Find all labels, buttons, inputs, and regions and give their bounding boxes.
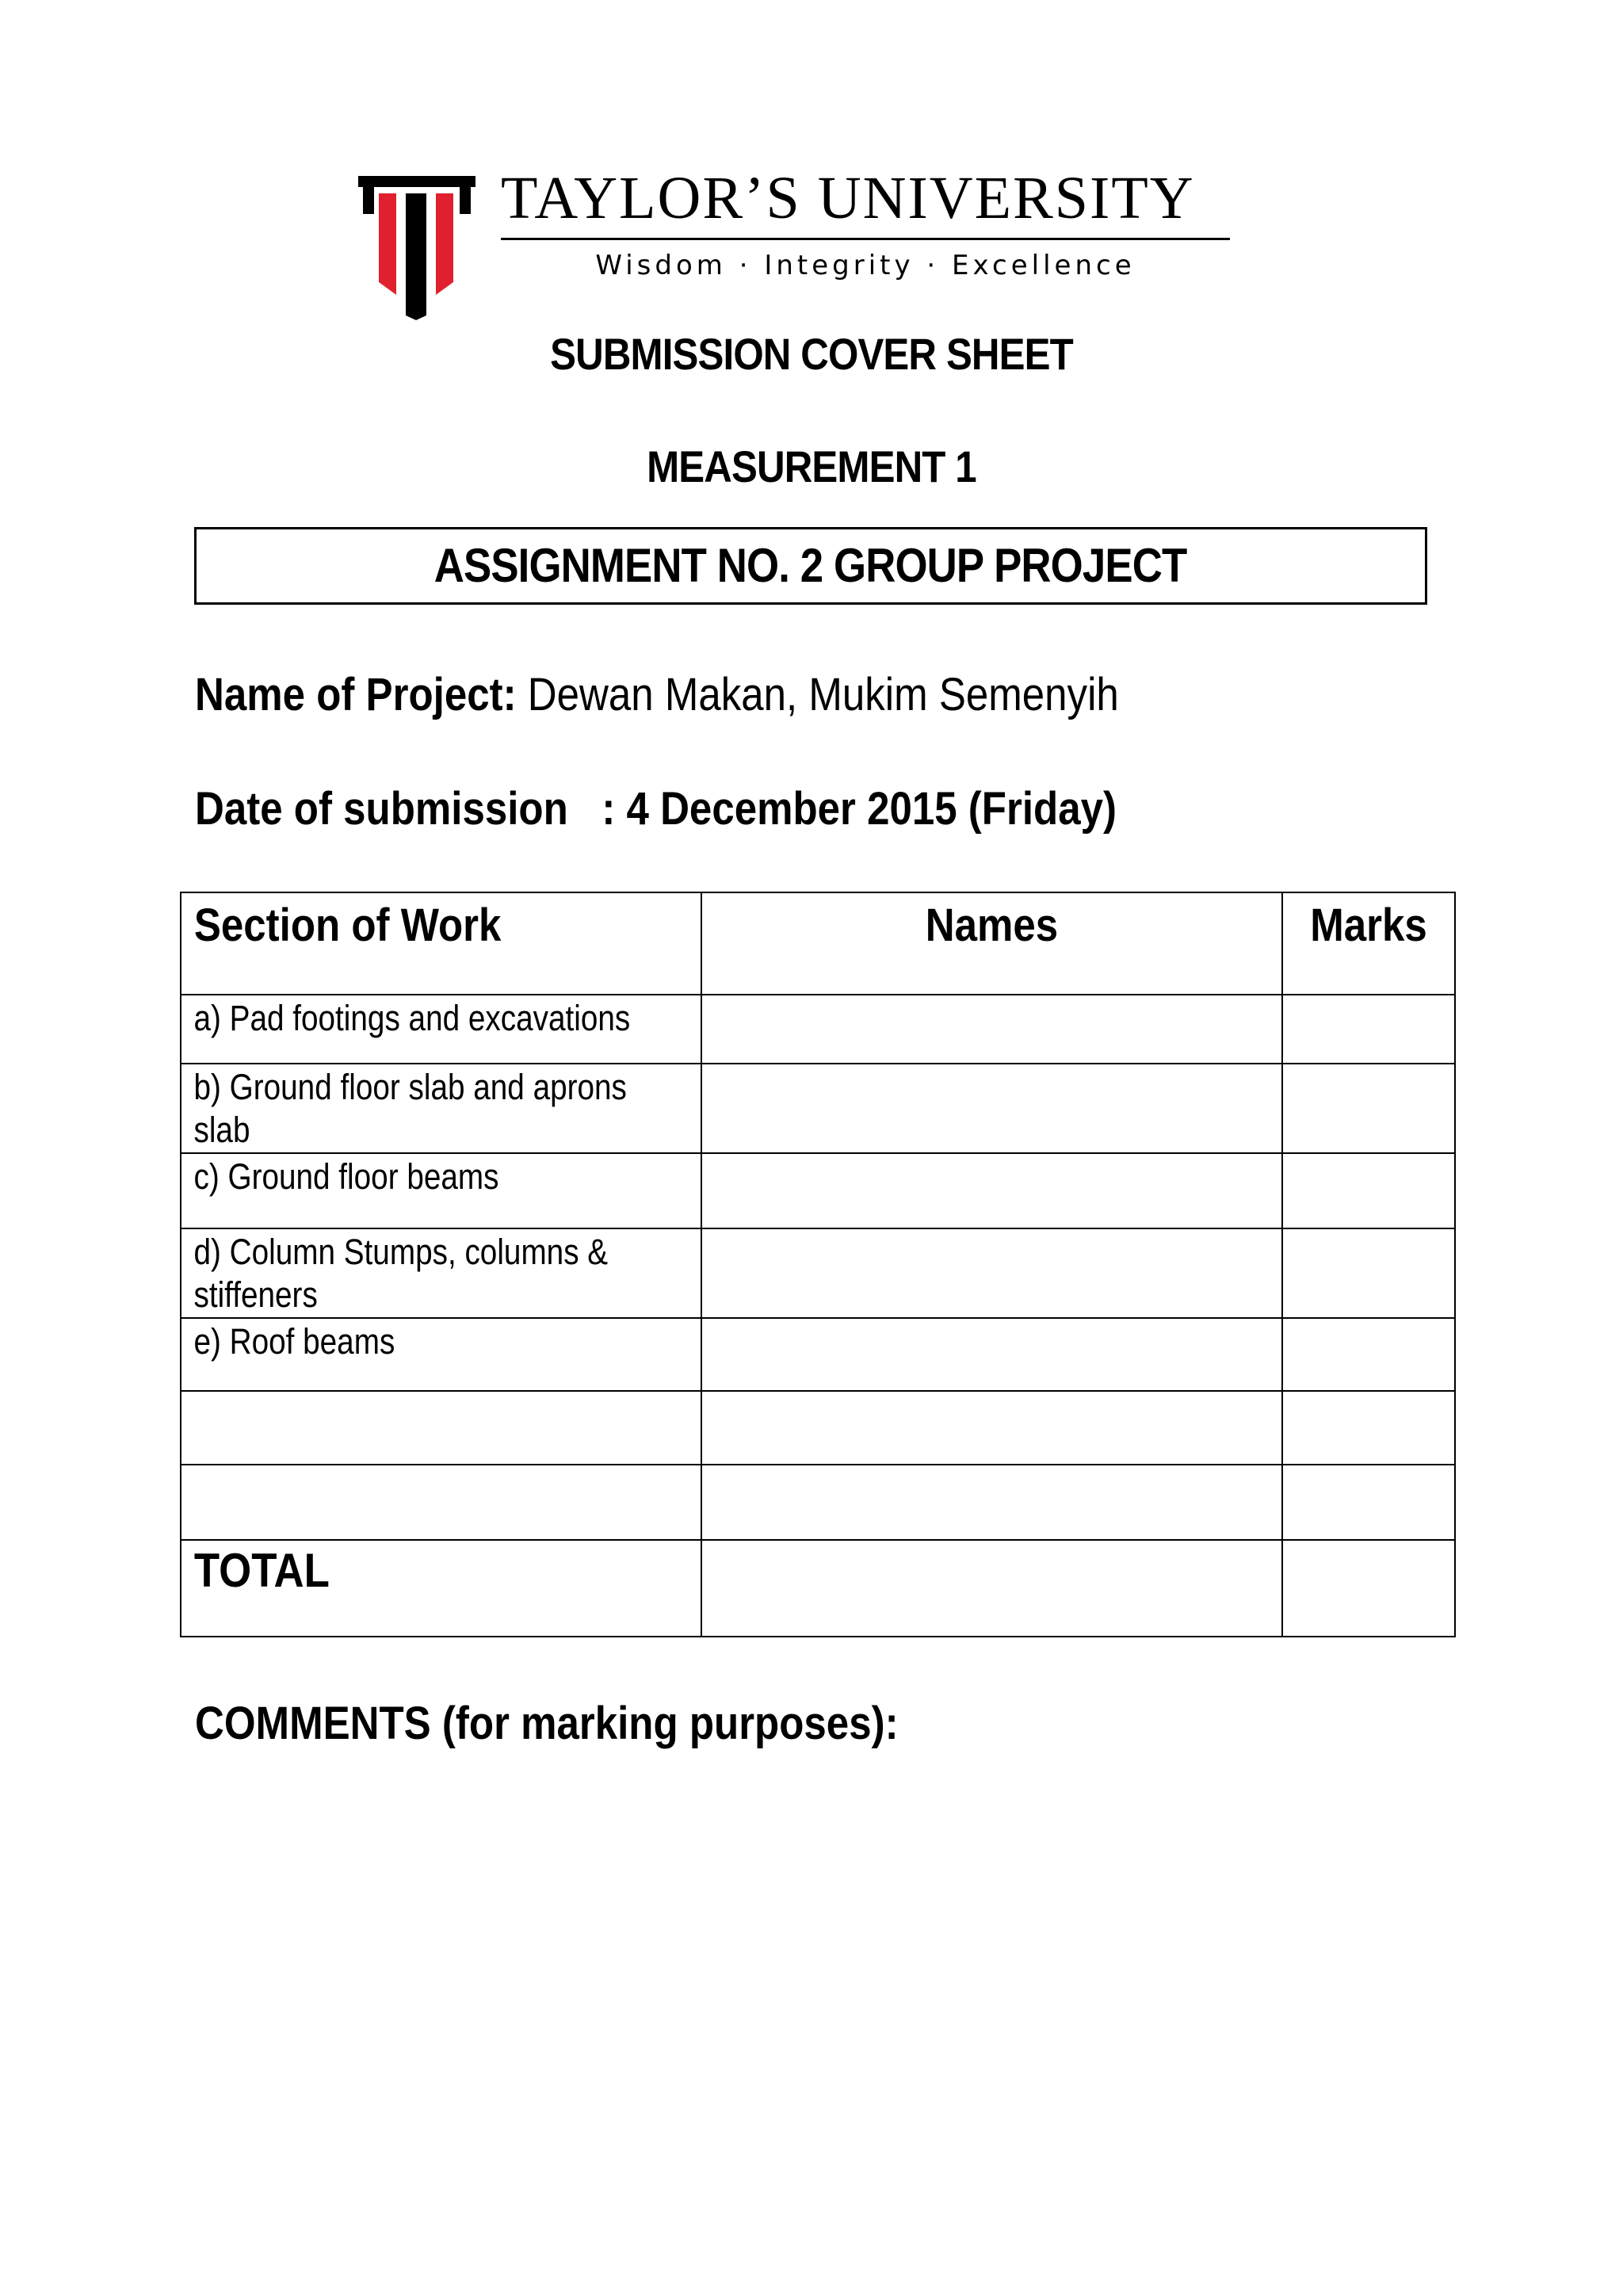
submission-date-value: : 4 December 2015 (Friday) xyxy=(601,783,1117,835)
section-of-work-text: e) Roof beams xyxy=(193,1321,395,1362)
header-section-cell xyxy=(181,892,701,995)
section-cell xyxy=(181,1064,701,1153)
table-row xyxy=(181,1153,1455,1228)
names-cell[interactable] xyxy=(701,1318,1282,1391)
section-of-work-text: c) Ground floor beams xyxy=(193,1156,499,1197)
total-label-cell xyxy=(181,1540,701,1637)
table-row xyxy=(181,1465,1455,1540)
section-of-work-text: d) Column Stumps, columns & stiffeners xyxy=(193,1232,609,1315)
submission-date-label: Date of submission xyxy=(195,783,568,835)
comments-label: COMMENTS (for marking purposes): xyxy=(195,1698,899,1749)
project-name-line xyxy=(195,667,1119,723)
section-cell xyxy=(181,995,701,1064)
logo-top-bar xyxy=(358,176,475,187)
cover-sheet-title: SUBMISSION COVER SHEET xyxy=(550,329,1073,379)
section-cell[interactable] xyxy=(181,1465,701,1540)
submission-date-line xyxy=(195,781,1117,837)
table-row xyxy=(181,995,1455,1064)
table-row xyxy=(181,1064,1455,1153)
section-of-work-text: b) Ground floor slab and aprons slab xyxy=(193,1067,627,1150)
table-row xyxy=(181,1318,1455,1391)
names-cell[interactable] xyxy=(701,1465,1282,1540)
marks-cell[interactable] xyxy=(1282,1465,1455,1540)
marks-cell[interactable] xyxy=(1282,995,1455,1064)
logo-divider xyxy=(501,238,1230,240)
marks-cell[interactable] xyxy=(1282,1153,1455,1228)
section-cell xyxy=(181,1153,701,1228)
names-cell[interactable] xyxy=(701,1228,1282,1318)
total-marks-cell[interactable] xyxy=(1282,1540,1455,1637)
section-cell[interactable] xyxy=(181,1391,701,1465)
course-title: MEASUREMENT 1 xyxy=(647,441,976,491)
names-cell[interactable] xyxy=(701,1153,1282,1228)
total-label: TOTAL xyxy=(193,1544,330,1597)
header-marks: Marks xyxy=(1310,900,1427,951)
names-cell[interactable] xyxy=(701,1391,1282,1465)
university-tagline: Wisdom · Integrity · Excellence xyxy=(595,250,1136,281)
assignment-title-box xyxy=(194,527,1427,605)
project-name-label: Name of Project: xyxy=(195,669,517,720)
table-row xyxy=(181,1391,1455,1465)
table-header-row xyxy=(181,892,1455,995)
logo-black-stripe-center xyxy=(406,193,426,320)
header-names: Names xyxy=(925,900,1059,951)
marks-cell[interactable] xyxy=(1282,1228,1455,1318)
marks-cell[interactable] xyxy=(1282,1391,1455,1465)
logo-right-pillar xyxy=(460,187,471,214)
university-name: TAYLOR’S UNIVERSITY xyxy=(501,165,1195,231)
section-cell xyxy=(181,1318,701,1391)
section-cell xyxy=(181,1228,701,1318)
header-marks-cell xyxy=(1282,892,1455,995)
names-cell[interactable] xyxy=(701,995,1282,1064)
table-row xyxy=(181,1228,1455,1318)
logo-left-pillar xyxy=(363,187,374,214)
names-cell[interactable] xyxy=(701,1064,1282,1153)
section-of-work-text: a) Pad footings and excavations xyxy=(193,998,631,1038)
header-names-cell xyxy=(701,892,1282,995)
project-name-value: Dewan Makan, Mukim Semenyih xyxy=(516,669,1119,720)
marks-cell[interactable] xyxy=(1282,1064,1455,1153)
total-names-cell[interactable] xyxy=(701,1540,1282,1637)
section-of-work-table xyxy=(180,892,1456,1637)
logo-red-stripe-left xyxy=(379,193,396,295)
assignment-title: ASSIGNMENT NO. 2 GROUP PROJECT xyxy=(434,539,1187,592)
university-logo-icon xyxy=(358,176,475,320)
marks-cell[interactable] xyxy=(1282,1318,1455,1391)
header-section-of-work: Section of Work xyxy=(193,900,502,951)
table-total-row xyxy=(181,1540,1455,1637)
logo-red-stripe-right xyxy=(436,193,453,295)
